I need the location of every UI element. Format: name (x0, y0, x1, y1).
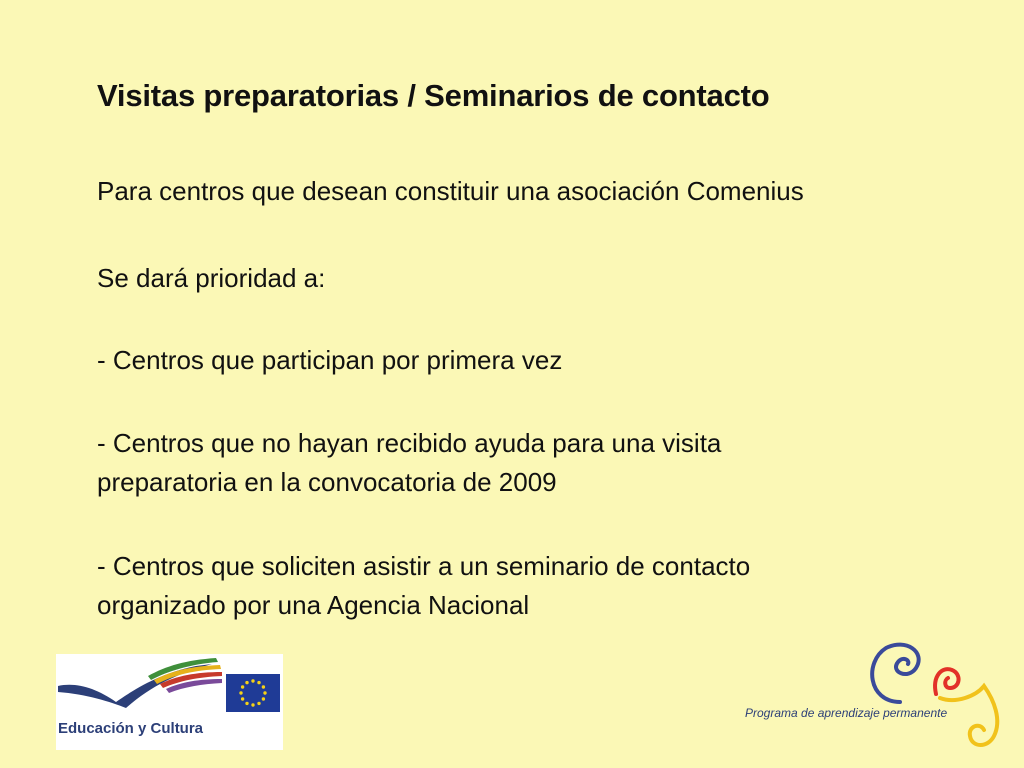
spiral-logo-icon (740, 636, 1002, 760)
programa-aprendizaje-logo (740, 636, 1002, 760)
priority-item-2-line-2: preparatoria en la convocatoria de 2009 (97, 467, 557, 497)
slide-subtitle: Para centros que desean constituir una asociación Comenius (97, 176, 804, 206)
slide-title: Visitas preparatorias / Seminarios de contacto (97, 78, 770, 113)
educacion-cultura-text: Educación y Cultura (58, 720, 204, 737)
programa-aprendizaje-text: Programa de aprendizaje permanente (745, 706, 948, 720)
eu-flag-icon (226, 674, 280, 712)
priority-item-1 (97, 341, 562, 380)
priority-item-2 (97, 424, 721, 502)
priority-item-3-line-2: organizado por una Agencia Nacional (97, 590, 530, 620)
swoosh-logo-icon (56, 654, 226, 720)
priority-label: Se dará prioridad a: (97, 263, 326, 293)
priority-item-2-line-1: - Centros que no hayan recibido ayuda para una visita (97, 428, 722, 458)
priority-item-3-line-1: - Centros que soliciten asistir a un seminario de contacto (97, 551, 751, 581)
educacion-cultura-logo (56, 654, 283, 750)
priority-item-3 (97, 547, 750, 625)
priority-item-1-line-1: - Centros que participan por primera vez (97, 345, 563, 375)
